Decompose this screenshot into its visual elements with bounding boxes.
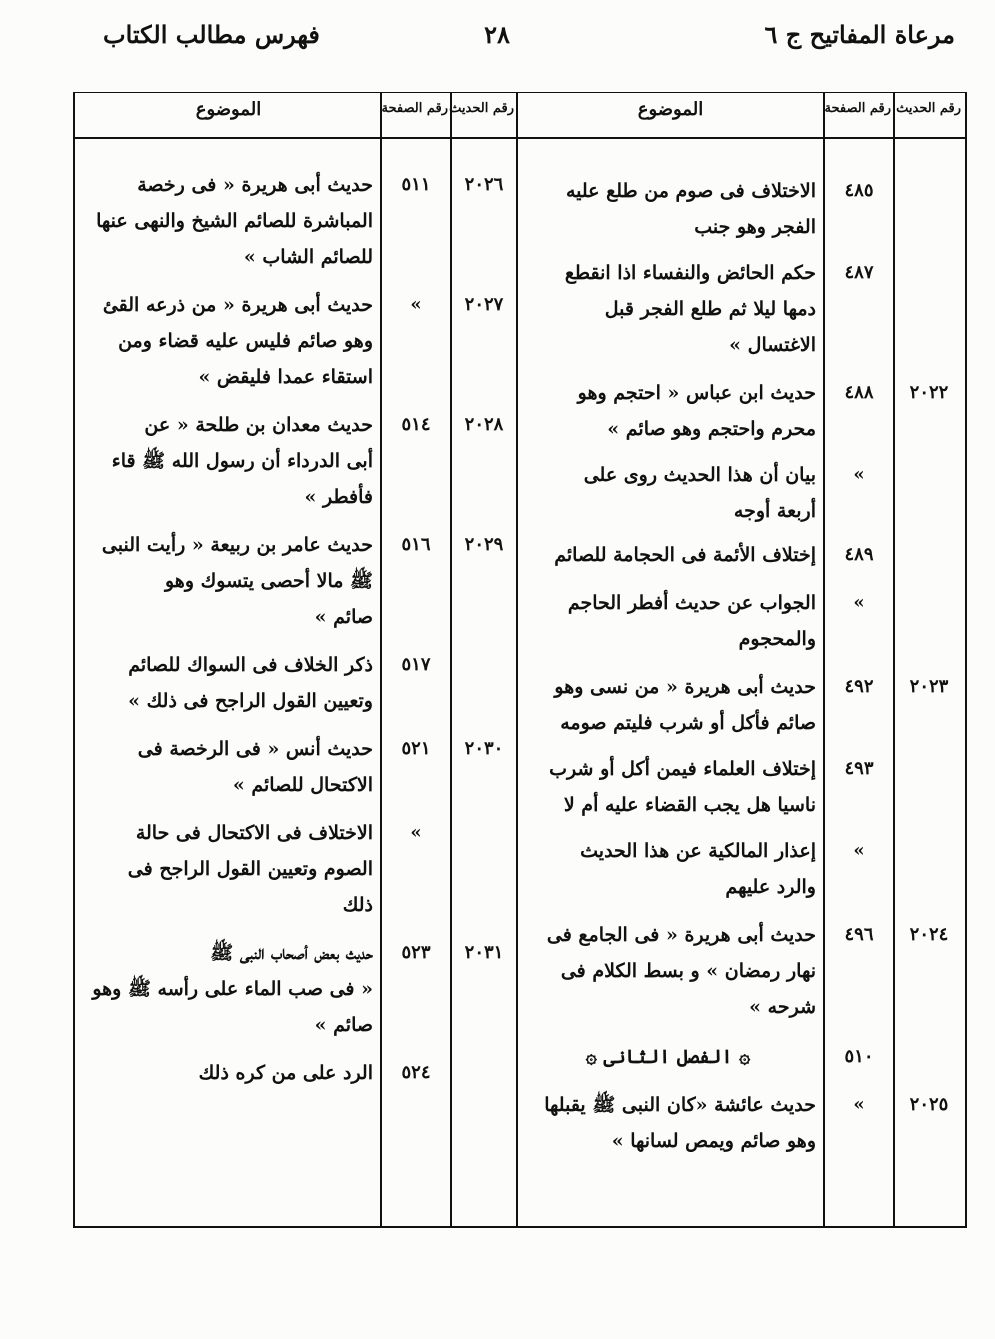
header-section-title: فهرس مطالب الكتاب (103, 20, 320, 49)
page-number-cell: » (853, 592, 865, 613)
topic-line: الاغتسال » (729, 334, 816, 356)
page-number-cell: » (410, 822, 422, 843)
topic-line: دمها ليلا ثم طلع الفجر قبل (604, 298, 816, 320)
page-number-cell: » (853, 1094, 865, 1115)
index-table (73, 92, 967, 1228)
topic-line: « فى صب الماء على رأسه ﷺ وهو (92, 978, 373, 1000)
col-divider-center (516, 93, 518, 1226)
topic-line: الاكتحال للصائم » (232, 774, 373, 796)
hadith-number: ٢٠٢٩ (464, 534, 504, 555)
topic-line: حديث بعض أصحاب النبى ﷺ (210, 942, 373, 964)
page-number-cell: ٥٢١ (401, 738, 431, 759)
hadith-number: ٢٠٣١ (464, 942, 504, 963)
page-number-cell: ٤٩٢ (844, 676, 874, 697)
topic-line: محرم واحتجم وهو صائم » (607, 418, 816, 440)
topic-line: بيان أن هذا الحديث روى على (583, 464, 816, 486)
topic-line: الصوم وتعيين القول الراجح فى (127, 858, 373, 880)
page-number: ٢٨ (484, 20, 510, 49)
topic-line: وتعيين القول الراجح فى ذلك » (128, 690, 373, 712)
th-topic-right: الموضوع (637, 99, 704, 120)
topic-line: حديث أبى هريرة « فى الجامع فى (546, 924, 816, 946)
topic-line: صائم فأكل أو شرب فليتم صومه (560, 712, 816, 734)
topic-line: فأفطر » (304, 486, 373, 508)
page-number-cell: ٥١٤ (401, 414, 431, 435)
page-number-cell: ٤٨٩ (844, 544, 874, 565)
topic-line: ۞ الفصل الثانى ۞ (585, 1046, 751, 1068)
hadith-number: ٢٠٢٨ (464, 414, 504, 435)
topic-line: استقاء عمدا فليقض » (198, 366, 373, 388)
topic-line: الاختلاف فى الاكتحال فى حالة (135, 822, 373, 844)
page-number-cell: ٤٩٦ (844, 924, 874, 945)
hadith-number: ٢٠٢٢ (909, 382, 949, 403)
topic-line: حديث أنس « فى الرخصة فى (137, 738, 373, 760)
topic-line: ناسيا هل يجب القضاء عليه أم لا (563, 794, 816, 816)
topic-line: حديث أبى هريرة « من ذرعه القئ (102, 294, 373, 316)
topic-line: للصائم الشاب » (243, 246, 373, 268)
topic-line: إختلاف العلماء فيمن أكل أو شرب (549, 758, 816, 780)
page-number-cell: ٤٨٥ (844, 180, 874, 201)
page-number-cell: ٤٩٣ (844, 758, 874, 779)
header-book-title: مرعاة المفاتيح ج ٦ (764, 20, 955, 49)
th-topic-left: الموضوع (195, 99, 262, 120)
page-number-cell: » (853, 840, 865, 861)
th-page-left: رقم الصفحة (381, 101, 448, 116)
hadith-number: ٢٠٢٥ (909, 1094, 949, 1115)
page-number-cell: ٤٨٨ (844, 382, 874, 403)
col-divider (450, 93, 452, 1226)
page-number-cell: ٥٢٤ (401, 1062, 431, 1083)
topic-line: الفجر وهو جنب (694, 216, 816, 238)
page-number-cell: » (410, 294, 422, 315)
hadith-number: ٢٠٢٣ (909, 676, 949, 697)
topic-line: الجواب عن حديث أفطر الحاجم (567, 592, 816, 614)
page-number-cell: ٥١٦ (401, 534, 431, 555)
hadith-number: ٢٠٢٦ (464, 174, 504, 195)
topic-line: والرد عليهم (725, 876, 816, 898)
hadith-number: ٢٠٣٠ (464, 738, 504, 759)
hadith-number: ٢٠٢٤ (909, 924, 949, 945)
page-number-cell: ٥١٠ (844, 1046, 874, 1067)
topic-line: الرد على من كره ذلك (198, 1062, 373, 1084)
hadith-number: ٢٠٢٧ (464, 294, 504, 315)
page-number-cell: ٥٢٣ (401, 942, 431, 963)
topic-line: إختلاف الأئمة فى الحجامة للصائم (554, 544, 816, 566)
topic-line: المباشرة للصائم الشيخ والنهى عنها (96, 210, 373, 232)
col-divider (823, 93, 825, 1226)
topic-line: شرحه » (749, 996, 816, 1018)
topic-line: نهار رمضان » و بسط الكلام فى (560, 960, 816, 982)
topic-line: ﷺ مالا أحصى يتسوك وهو (164, 570, 373, 592)
topic-line: ذكر الخلاف فى السواك للصائم (128, 654, 373, 676)
page-number-cell: ٥١١ (401, 174, 431, 195)
page-number-cell: ٥١٧ (401, 654, 431, 675)
th-hadith-right: رقم الحديث (896, 101, 961, 116)
topic-line: أبى الدرداء أن رسول الله ﷺ قاء (111, 450, 373, 472)
page-number-cell: » (853, 464, 865, 485)
topic-line: حديث عائشة «كان النبى ﷺ يقبلها (544, 1094, 816, 1116)
topic-line: صائم » (314, 606, 373, 628)
topic-line: إعذار المالكية عن هذا الحديث (580, 840, 816, 862)
th-hadith-left: رقم الحديث (449, 101, 514, 116)
topic-line: حديث أبى هريرة « من نسى وهو (554, 676, 816, 698)
topic-line: أربعة أوجه (733, 500, 816, 522)
col-divider (380, 93, 382, 1226)
topic-line: وهو صائم فليس عليه قضاء ومن (118, 330, 373, 352)
th-page-right: رقم الصفحة (824, 101, 891, 116)
topic-line: حديث معدان بن طلحة « عن (144, 414, 373, 436)
topic-line: والمحجوم (738, 628, 816, 650)
page-number-cell: ٤٨٧ (844, 262, 874, 283)
topic-line: صائم » (314, 1014, 373, 1036)
topic-line: حديث عامر بن ربيعة « رأيت النبى (101, 534, 373, 556)
topic-line: الاختلاف فى صوم من طلع عليه (565, 180, 816, 202)
col-divider (893, 93, 895, 1226)
topic-line: حكم الحائض والنفساء اذا انقطع (564, 262, 816, 284)
topic-line: حديث أبى هريرة « فى رخصة (137, 174, 373, 196)
topic-line: ذلك (342, 894, 373, 916)
topic-line: حديث ابن عباس « احتجم وهو (577, 382, 816, 404)
topic-line: وهو صائم ويمص لسانها » (611, 1130, 816, 1152)
header-rule (75, 137, 965, 139)
